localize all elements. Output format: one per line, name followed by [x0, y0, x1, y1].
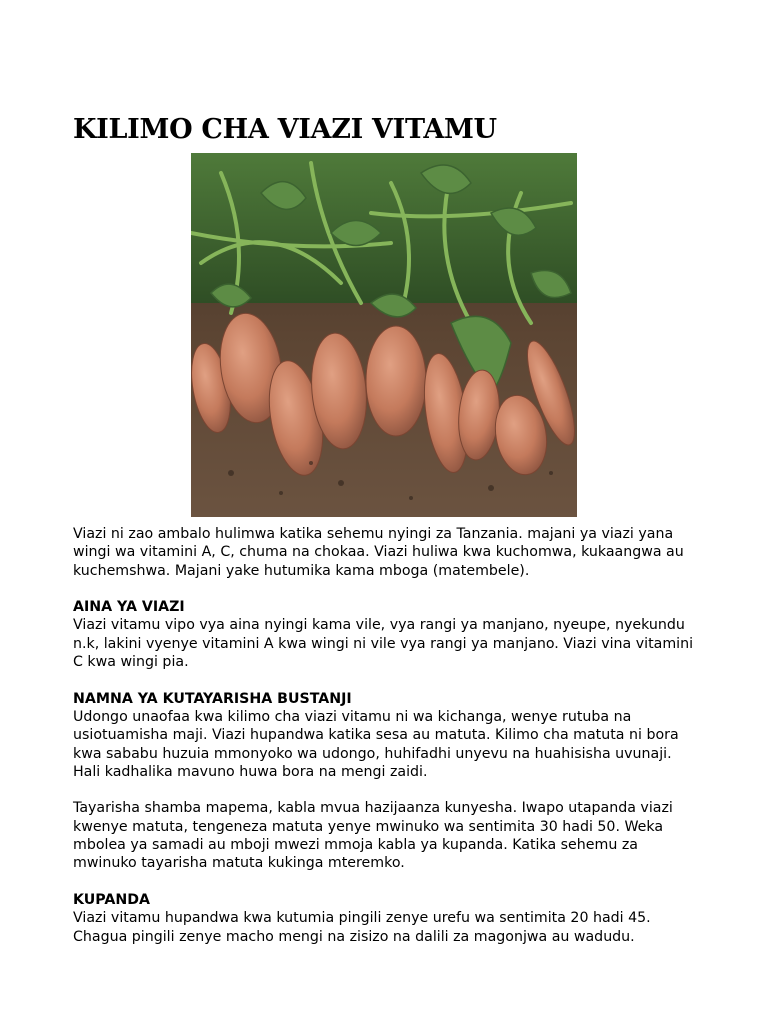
sweet-potato-photo: [191, 153, 577, 517]
section-heading-bustani: NAMNA YA KUTAYARISHA BUSTANJI: [73, 690, 352, 707]
section-paragraph: Udongo unaofaa kwa kilimo cha viazi vitamu ni wa kichanga, wenye rutuba na usiotuamisha maji. Viazi hupandwa katika sesa au matuta. Kilimo cha matuta ni bora kwa sababu huzuia mmonyoko wa udongo, huhifadhi unyevu na huahisisha uvunaji. Hali kadhalika mavuno huwa bora na mengi zaidi.: [73, 708, 679, 780]
section-paragraph: Viazi vitamu vipo vya aina nyingi kama vile, vya rangi ya manjano, nyeupe, nyekundu n.k, lakini vyenye vitamini A kwa wingi ni vile vya rangi ya manjano. Viazi vina vitamini C kwa wingi pia.: [73, 617, 694, 671]
section-heading-aina: AINA YA VIAZI: [73, 599, 185, 616]
section-paragraph: Viazi vitamu hupandwa kwa kutumia pingili zenye urefu wa sentimita 20 hadi 45. Chagua pingili zenye macho mengi na zisizo na dalili za magonjwa au wadudu.: [73, 910, 651, 945]
section-heading-kupanda: KUPANDA: [73, 891, 150, 908]
section-paragraph: Tayarisha shamba mapema, kabla mvua hazijaanza kunyesha. Iwapo utapanda viazi kwenye matuta, tengeneza matuta yenye mwinuko wa sentimita 30 hadi 50. Weka mbolea ya samadi au mboji mwezi mmoja kabla ya kupanda. Katika sehemu za mwinuko tayarisha matuta kukinga mteremko.: [73, 800, 673, 872]
document-body: [73, 525, 703, 964]
document-title: KILIMO CHA VIAZI VITAMU: [73, 114, 497, 145]
sweet-potato-illustration: [191, 153, 577, 517]
intro-paragraph: Viazi ni zao ambalo hulimwa katika sehemu nyingi za Tanzania. majani ya viazi yana wingi wa vitamini A, C, chuma na chokaa. Viazi huliwa kwa kuchomwa, kukaangwa au kuchemshwa. Majani yake hutumika kama mboga (matembele).: [73, 526, 684, 579]
